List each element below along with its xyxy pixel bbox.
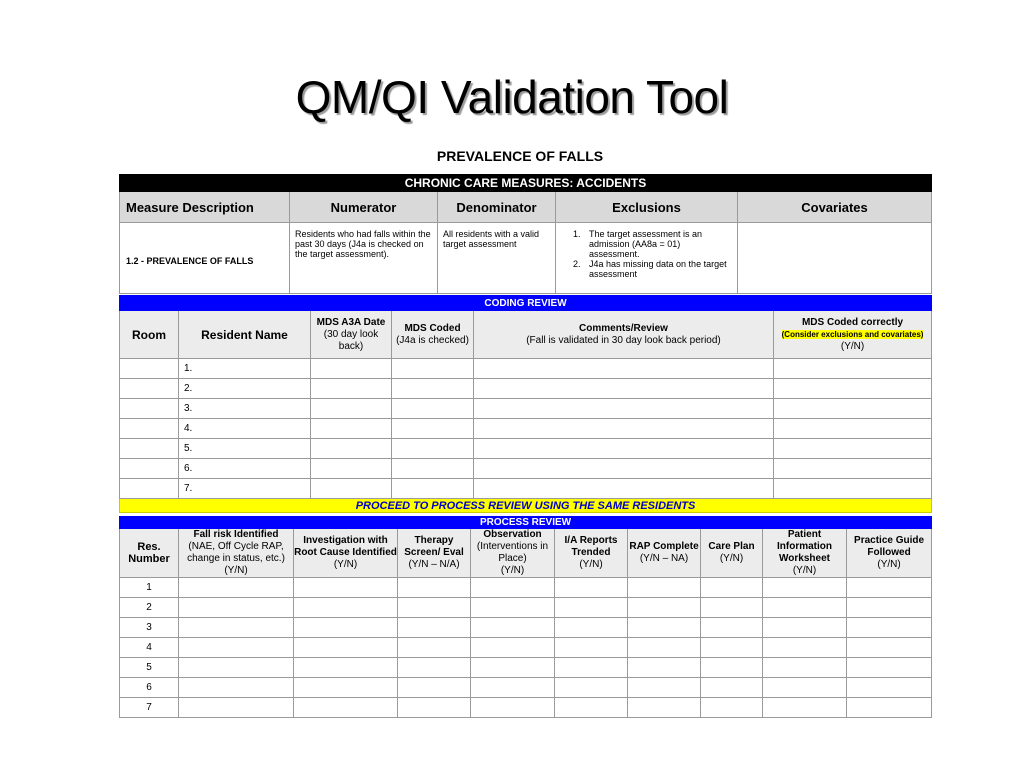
mds-date-cell[interactable] xyxy=(311,359,392,379)
measure-table xyxy=(119,174,932,294)
care-plan-title: Care Plan xyxy=(708,541,755,552)
practice-guide-cell[interactable] xyxy=(847,698,932,718)
mds-coded-cell[interactable] xyxy=(392,379,474,399)
ia-reports-title: I/A Reports Trended xyxy=(564,535,618,558)
fall-risk-cell[interactable] xyxy=(179,578,294,598)
ia-reports-header xyxy=(555,529,628,578)
therapy-cell[interactable] xyxy=(398,678,471,698)
rap-header xyxy=(628,529,701,578)
coding-row xyxy=(120,419,932,439)
observation-cell[interactable] xyxy=(471,598,555,618)
investigation-cell[interactable] xyxy=(294,578,398,598)
coded-correctly-cell[interactable] xyxy=(774,459,932,479)
rap-title: RAP Complete xyxy=(629,541,699,552)
resident-name-cell[interactable]: 3. xyxy=(179,399,311,419)
comments-cell[interactable] xyxy=(474,359,774,379)
patient-info-cell[interactable] xyxy=(763,598,847,618)
numerator-header: Numerator xyxy=(290,192,438,223)
coded-correctly-cell[interactable] xyxy=(774,479,932,499)
res-number-cell: 7 xyxy=(120,698,179,718)
therapy-cell[interactable] xyxy=(398,658,471,678)
care-plan-cell[interactable] xyxy=(701,578,763,598)
care-plan-yn: (Y/N) xyxy=(719,553,744,564)
process-row xyxy=(120,578,932,598)
practice-guide-yn: (Y/N) xyxy=(877,559,901,570)
rap-cell[interactable] xyxy=(628,578,701,598)
rap-cell[interactable] xyxy=(628,638,701,658)
care-plan-cell[interactable] xyxy=(701,678,763,698)
mds-coded-note: (J4a is checked) xyxy=(396,334,469,346)
practice-guide-cell[interactable] xyxy=(847,638,932,658)
fall-risk-cell[interactable] xyxy=(179,698,294,718)
mds-coded-header xyxy=(392,311,474,359)
observation-header xyxy=(471,529,555,578)
patient-info-title: Patient Information Worksheet xyxy=(777,529,832,564)
coding-row xyxy=(120,399,932,419)
mds-date-cell[interactable] xyxy=(311,379,392,399)
res-number-cell: 1 xyxy=(120,578,179,598)
coded-correctly-header xyxy=(774,311,932,359)
fall-risk-header xyxy=(179,529,294,578)
coding-row xyxy=(120,439,932,459)
coded-correctly-cell[interactable] xyxy=(774,379,932,399)
comments-cell[interactable] xyxy=(474,459,774,479)
mds-coded-cell[interactable] xyxy=(392,419,474,439)
process-row xyxy=(120,618,932,638)
coded-correctly-cell[interactable] xyxy=(774,439,932,459)
observation-note: (Interventions in Place) xyxy=(476,541,549,564)
res-number-cell: 6 xyxy=(120,678,179,698)
fall-risk-cell[interactable] xyxy=(179,658,294,678)
patient-info-cell[interactable] xyxy=(763,698,847,718)
process-row xyxy=(120,658,932,678)
practice-guide-cell[interactable] xyxy=(847,598,932,618)
patient-info-yn: (Y/N) xyxy=(792,565,817,576)
observation-cell[interactable] xyxy=(471,678,555,698)
care-plan-cell[interactable] xyxy=(701,598,763,618)
ia-reports-cell[interactable] xyxy=(555,618,628,638)
ia-reports-cell[interactable] xyxy=(555,698,628,718)
practice-guide-cell[interactable] xyxy=(847,678,932,698)
mds-coded-cell[interactable] xyxy=(392,399,474,419)
mds-date-cell[interactable] xyxy=(311,439,392,459)
numerator-text: Residents who had falls within the past 30 days (J4a is checked on the target assessment). xyxy=(290,223,438,294)
page-title: QM/QI Validation Tool xyxy=(295,71,729,123)
resident-name-cell[interactable]: 4. xyxy=(179,419,311,439)
observation-cell[interactable] xyxy=(471,618,555,638)
resident-name-header: Resident Name xyxy=(179,311,311,359)
proceed-banner: PROCEED TO PROCESS REVIEW USING THE SAME RESIDENTS xyxy=(120,499,932,513)
coded-correctly-yn: (Y/N) xyxy=(840,340,865,352)
fall-risk-cell[interactable] xyxy=(179,678,294,698)
coding-review-bar: CODING REVIEW xyxy=(120,296,932,311)
practice-guide-cell[interactable] xyxy=(847,658,932,678)
practice-guide-header xyxy=(847,529,932,578)
mds-date-header xyxy=(311,311,392,359)
therapy-cell[interactable] xyxy=(398,598,471,618)
room-header: Room xyxy=(120,311,179,359)
res-number-cell: 5 xyxy=(120,658,179,678)
rap-cell[interactable] xyxy=(628,598,701,618)
room-cell[interactable] xyxy=(120,379,179,399)
denominator-header: Denominator xyxy=(438,192,556,223)
mds-date-cell[interactable] xyxy=(311,479,392,499)
patient-info-cell[interactable] xyxy=(763,678,847,698)
measure-description-header: Measure Description xyxy=(120,192,290,223)
fall-risk-cell[interactable] xyxy=(179,598,294,618)
coded-correctly-cell[interactable] xyxy=(774,359,932,379)
investigation-cell[interactable] xyxy=(294,658,398,678)
therapy-yn: (Y/N – N/A) xyxy=(408,559,460,570)
comments-cell[interactable] xyxy=(474,419,774,439)
ia-reports-yn: (Y/N) xyxy=(579,559,603,570)
mds-coded-cell[interactable] xyxy=(392,479,474,499)
investigation-cell[interactable] xyxy=(294,618,398,638)
resident-name-cell[interactable]: 7. xyxy=(179,479,311,499)
comments-cell[interactable] xyxy=(474,439,774,459)
fall-risk-title: Fall risk Identified xyxy=(193,529,279,540)
exclusions-list xyxy=(561,229,732,279)
therapy-header xyxy=(398,529,471,578)
investigation-cell[interactable] xyxy=(294,698,398,718)
observation-yn: (Y/N) xyxy=(500,565,525,576)
rap-cell[interactable] xyxy=(628,618,701,638)
rap-cell[interactable] xyxy=(628,698,701,718)
process-review-table xyxy=(119,516,932,718)
denominator-text: All residents with a valid target assessment xyxy=(438,223,556,294)
coding-review-table xyxy=(119,295,932,513)
rap-cell[interactable] xyxy=(628,658,701,678)
coding-row xyxy=(120,479,932,499)
care-plan-cell[interactable] xyxy=(701,658,763,678)
coded-correctly-title: MDS Coded correctly xyxy=(801,316,904,328)
room-cell[interactable] xyxy=(120,439,179,459)
coding-row xyxy=(120,359,932,379)
process-row xyxy=(120,698,932,718)
process-row xyxy=(120,598,932,618)
practice-guide-cell[interactable] xyxy=(847,578,932,598)
ia-reports-cell[interactable] xyxy=(555,638,628,658)
investigation-header xyxy=(294,529,398,578)
comments-cell[interactable] xyxy=(474,479,774,499)
exclusion-item: 2. J4a has missing data on the target assessment xyxy=(583,259,732,279)
observation-cell[interactable] xyxy=(471,638,555,658)
investigation-cell[interactable] xyxy=(294,598,398,618)
comments-cell[interactable] xyxy=(474,399,774,419)
resident-name-cell[interactable]: 5. xyxy=(179,439,311,459)
mds-coded-cell[interactable] xyxy=(392,459,474,479)
res-number-header: Res. Number xyxy=(120,529,179,578)
measure-section-bar: CHRONIC CARE MEASURES: ACCIDENTS xyxy=(120,175,932,192)
room-cell[interactable] xyxy=(120,399,179,419)
resident-name-cell[interactable]: 1. xyxy=(179,359,311,379)
fall-risk-cell[interactable] xyxy=(179,618,294,638)
room-cell[interactable] xyxy=(120,419,179,439)
mds-coded-cell[interactable] xyxy=(392,359,474,379)
fall-risk-note: (NAE, Off Cycle RAP, change in status, etc.) xyxy=(187,541,285,564)
process-row xyxy=(120,678,932,698)
patient-info-cell[interactable] xyxy=(763,658,847,678)
exclusions-header: Exclusions xyxy=(556,192,738,223)
rap-yn: (Y/N – NA) xyxy=(639,553,689,564)
care-plan-cell[interactable] xyxy=(701,638,763,658)
coding-row xyxy=(120,459,932,479)
fall-risk-cell[interactable] xyxy=(179,638,294,658)
process-review-bar: PROCESS REVIEW xyxy=(120,517,932,529)
room-cell[interactable] xyxy=(120,359,179,379)
room-cell[interactable] xyxy=(120,479,179,499)
coded-correctly-cell[interactable] xyxy=(774,419,932,439)
investigation-cell[interactable] xyxy=(294,678,398,698)
process-row xyxy=(120,638,932,658)
patient-info-cell[interactable] xyxy=(763,618,847,638)
practice-guide-title: Practice Guide Followed xyxy=(854,535,925,558)
mds-coded-title: MDS Coded xyxy=(404,322,461,334)
care-plan-cell[interactable] xyxy=(701,618,763,638)
therapy-cell[interactable] xyxy=(398,578,471,598)
ia-reports-cell[interactable] xyxy=(555,598,628,618)
mds-date-cell[interactable] xyxy=(311,419,392,439)
observation-cell[interactable] xyxy=(471,578,555,598)
ia-reports-cell[interactable] xyxy=(555,658,628,678)
mds-date-cell[interactable] xyxy=(311,459,392,479)
patient-info-cell[interactable] xyxy=(763,638,847,658)
therapy-cell[interactable] xyxy=(398,638,471,658)
care-plan-header xyxy=(701,529,763,578)
care-plan-cell[interactable] xyxy=(701,698,763,718)
practice-guide-cell[interactable] xyxy=(847,618,932,638)
resident-name-cell[interactable]: 2. xyxy=(179,379,311,399)
comments-header xyxy=(474,311,774,359)
observation-cell[interactable] xyxy=(471,698,555,718)
therapy-cell[interactable] xyxy=(398,698,471,718)
therapy-title: Therapy Screen/ Eval xyxy=(404,535,464,558)
mds-date-title: MDS A3A Date xyxy=(316,316,386,328)
resident-name-cell[interactable]: 6. xyxy=(179,459,311,479)
investigation-title: Investigation with Root Cause Identified xyxy=(294,535,397,558)
coding-row xyxy=(120,379,932,399)
mds-coded-cell[interactable] xyxy=(392,439,474,459)
res-number-cell: 4 xyxy=(120,638,179,658)
investigation-cell[interactable] xyxy=(294,638,398,658)
comments-title: Comments/Review xyxy=(579,322,668,334)
covariates-header: Covariates xyxy=(738,192,932,223)
observation-cell[interactable] xyxy=(471,658,555,678)
therapy-cell[interactable] xyxy=(398,618,471,638)
fall-risk-yn: (Y/N) xyxy=(224,565,248,576)
res-number-cell: 3 xyxy=(120,618,179,638)
exclusion-item: 1. The target assessment is an admission (AA8a = 01) assessment. xyxy=(583,229,732,259)
investigation-yn: (Y/N) xyxy=(333,559,358,570)
patient-info-header xyxy=(763,529,847,578)
ia-reports-cell[interactable] xyxy=(555,678,628,698)
exclusions-cell xyxy=(556,223,738,294)
comments-note: (Fall is validated in 30 day look back period) xyxy=(526,334,721,346)
coded-correctly-highlight: (Consider exclusions and covariates) xyxy=(781,329,924,339)
patient-info-cell[interactable] xyxy=(763,578,847,598)
ia-reports-cell[interactable] xyxy=(555,578,628,598)
room-cell[interactable] xyxy=(120,459,179,479)
comments-cell[interactable] xyxy=(474,379,774,399)
observation-title: Observation xyxy=(483,529,542,540)
coded-correctly-cell[interactable] xyxy=(774,399,932,419)
mds-date-note: (30 day look back) xyxy=(323,328,379,352)
res-number-cell: 2 xyxy=(120,598,179,618)
covariates-cell[interactable] xyxy=(738,223,932,294)
rap-cell[interactable] xyxy=(628,678,701,698)
measure-name: 1.2 - PREVALENCE OF FALLS xyxy=(120,223,290,294)
page-subtitle: PREVALENCE OF FALLS xyxy=(436,148,604,164)
mds-date-cell[interactable] xyxy=(311,399,392,419)
